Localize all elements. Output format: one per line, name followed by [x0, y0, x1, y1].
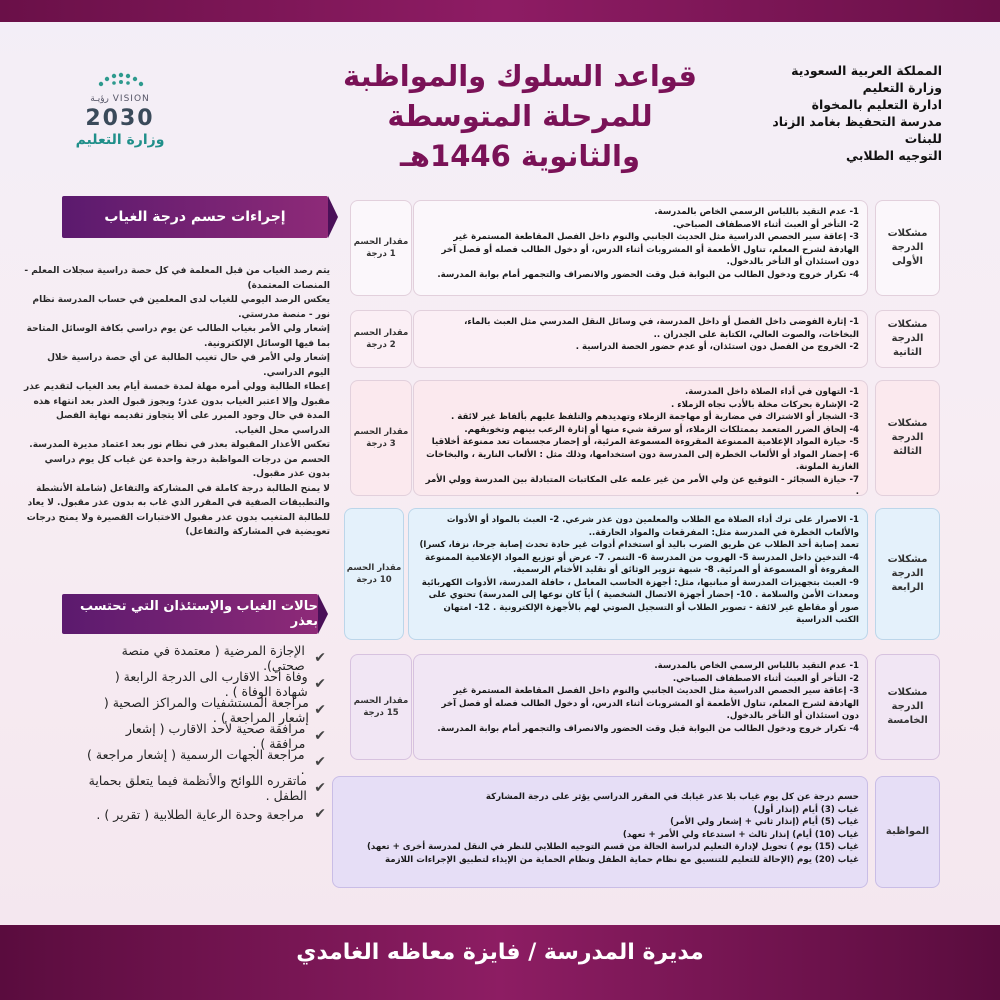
org-line: مدرسة التحفيظ بغامد الزناد للبنات — [772, 114, 942, 146]
procedure-paragraph: إعطاء الطالبة وولي أمره مهلة لمدة خمسة أيام بعد الغياب لتقديم عذر مقبول وإلا اعتبر الغياب بدون عذر؛ ويجوز قبول العذر بعد انتهاء هذه المدة في حال وجود المبرر على ألا يتجاوز تقديمه نهاية الفصل الدراسي محل الغياب. — [24, 382, 330, 436]
row-category: مشكلات الدرجة الثانية — [875, 310, 940, 368]
rule-line: 1- الاصرار على ترك أداء الصلاة مع الطلاب والمعلمين دون عذر شرعي. 2- العبث بالمواد أو الأدوات والألعاب الخطرة في المدرسة مثل: المفرقعات والمواد الحارقة.. — [446, 515, 859, 538]
organization-header — [732, 62, 942, 164]
rule-line: 3- الشجار أو الاشتراك في مضاربة أو مهاجمة الزملاء وتهديدهم والتلفظ عليهم بألفاظ غير لائقة . — [451, 412, 859, 422]
rule-line: غياب (3) أيام (إنذار أول) — [753, 804, 859, 815]
row-category: مشكلات الدرجة الأولى — [875, 200, 940, 296]
checkmark-icon: ✔ — [314, 806, 326, 822]
rule-line: غياب (10) أيام) إنذار ثالث + استدعاء ولي الأمر + تعهد) — [622, 829, 859, 840]
row-penalty: مقدار الحسم 2 درجة — [350, 310, 412, 368]
top-band — [0, 0, 1000, 22]
excused-absences-title: حالات الغياب والإستئذان التي تحتسب بعذر — [62, 594, 318, 634]
row-penalty: مقدار الحسم 3 درجة — [350, 380, 412, 496]
title-line: للمرحلة المتوسطة — [387, 99, 653, 133]
row-penalty: مقدار الحسم 10 درجة — [344, 508, 404, 640]
row-description — [413, 310, 868, 368]
rule-line: 3- إعاقة سير الحصص الدراسية مثل الحديث الجانبي والنوم داخل الفصل المقاطعة المستمرة غير الهادفة لشرح المعلم، تناول الأطعمة أو المشروبات أثناء الدرس، أو دخول الطالب فصله أو فصل آخر دون استئذان أو التأخر بالدخول. — [441, 232, 859, 267]
list-item: ✔ مراجعة المستشفيات والمراكز الصحية ( إشعار المراجعة ) . — [103, 695, 326, 725]
rule-line: 4- إلحاق الضرر المتعمد بممتلكات الزملاء، أو سرقة شيء منها أو إثارة الرعب بينهم وتخويفهم. — [464, 424, 859, 435]
palm-dots-icon — [96, 70, 146, 92]
procedure-paragraph: يتم رصد الغياب من قبل المعلمة في كل حصة دراسية سجلات المعلم - المنصات المعتمدة) — [24, 266, 330, 291]
row-description — [413, 200, 868, 296]
rule-line: 1- عدم التقيد باللباس الرسمي الخاص بالمدرسة. — [654, 207, 859, 217]
row-category: مشكلات الدرجة الخامسة — [875, 654, 940, 760]
checkmark-icon: ✔ — [314, 754, 326, 770]
checkmark-icon: ✔ — [314, 650, 326, 666]
title-line: قواعد السلوك والمواظبة — [343, 59, 697, 93]
procedure-paragraph: إشعار ولي الأمر في حال تغيب الطالبة عن أي حصة دراسية خلال اليوم الدراسي. — [47, 353, 330, 378]
rule-line: غياب (15) يوم ) تحويل لإدارة التعليم لدراسة الحالة من قسم التوجيه الطلابي للنظر في النقل لمدرسة أخرى + تعهد) — [366, 842, 859, 852]
rule-line: 2- التأخر أو العبث أثناء الاصطفاف الصباحي. — [672, 673, 859, 684]
rule-line: 2- الخروج من الفصل دون استئذان، أو عدم حضور الحصة الدراسية . — [575, 342, 859, 352]
org-line: وزارة التعليم — [862, 80, 942, 95]
list-item: ✔ مرافقة صحية لأحد الاقارب ( إشعار مرافقة ) . — [125, 721, 326, 751]
checkmark-icon: ✔ — [314, 676, 326, 692]
vision-2030-logo — [60, 62, 180, 152]
list-item: ✔ وفاة احد الاقارب الى الدرجة الرابعة ( شهادة الوفاة ) . — [114, 669, 326, 699]
absence-procedures-text — [24, 264, 330, 540]
row-penalty: مقدار الحسم 1 درجة — [350, 200, 412, 296]
rule-line: 1- عدم التقيد باللباس الرسمي الخاص بالمدرسة. — [654, 661, 859, 671]
row-category: مشكلات الدرجة الثالثة — [875, 380, 940, 496]
list-item: ✔ مراجعة الجهات الرسمية ( إشعار مراجعة ) . — [87, 747, 326, 777]
row-category: المواظبة — [875, 776, 940, 888]
rule-line: 6- إحضار المواد أو الألعاب الخطرة إلى المدرسة دون استخدامها، وذلك مثل : الألعاب النارية ، والبخاخات الغازية الملونة. — [426, 449, 859, 472]
procedure-paragraph: يعكس الرصد اليومي للغياب لدى المعلمين في حساب المدرسة نظام نور - منصة مدرستي. — [32, 295, 330, 320]
checkmark-icon: ✔ — [314, 728, 326, 744]
row-penalty: مقدار الحسم 15 درجة — [350, 654, 412, 760]
list-item: ✔ مراجعة وحدة الرعاية الطلابية ( تقرير ) . — [96, 806, 326, 822]
rule-line: 1- إثارة الفوضى داخل الفصل أو داخل المدرسة، في وسائل النقل المدرسي مثل العبث بالماء، البخاخات، والصوت العالي، الكتابة على الجدران .. — [464, 317, 859, 340]
row-description — [413, 380, 868, 496]
vision-year: 2030 — [85, 106, 155, 131]
title-line: والثانوية 1446هـ — [400, 139, 640, 173]
row-description — [408, 508, 868, 640]
checkmark-icon: ✔ — [314, 702, 326, 718]
list-item: ✔ ماتقرره اللوائح والأنظمة فيما يتعلق بحماية الطفل . — [88, 773, 326, 803]
checkmark-icon: ✔ — [314, 780, 326, 796]
rule-line: غياب (5) أيام (إنذار ثاني + إشعار ولي الأمر) — [670, 817, 859, 827]
org-line: المملكة العربية السعودية — [791, 63, 942, 78]
rule-line: 4- تكرار خروج ودخول الطالب من البوابة قبل وقت الحضور والانصراف والتجمهر أمام بوابة المدرسة. — [437, 269, 859, 280]
page-title — [315, 56, 725, 176]
row-category: مشكلات الدرجة الرابعة — [875, 508, 940, 640]
list-item: ✔ الإجازة المرضية ( معتمدة في منصة صحتي). — [121, 643, 326, 673]
ministry-name: وزارة التعليم — [75, 132, 165, 148]
row-description — [413, 654, 868, 760]
org-line: ادارة التعليم بالمخواة — [811, 97, 942, 112]
rule-line: 7- حيازة السجائر - التوقيع عن ولي الأمر من غير علمه على المكاتبات المتبادلة بين المدرسة وولي الأمر . — [425, 474, 859, 497]
rule-line: 1- التهاون في أداء الصلاة داخل المدرسة. — [684, 387, 859, 397]
rule-line: 4- تكرار خروج ودخول الطالب من البوابة قبل وقت الحضور والانصراف والتجمهر أمام بوابة المدرسة. — [437, 723, 859, 734]
rule-line: 2- التأخر أو العبث أثناء الاصطفاف الصباحي. — [672, 219, 859, 230]
absence-procedures-title: إجراءات حسم درجة الغياب — [62, 196, 328, 238]
procedure-paragraph: إشعار ولي الأمر بغياب الطالب عن يوم دراسي بكافة الوسائل المتاحة بما فيها الوسائل الإلكترونية. — [26, 324, 330, 349]
rule-line: حسم درجة عن كل يوم غياب بلا عذر غيابك في المقرر الدراسي يؤثر على درجة المشاركة — [485, 792, 859, 802]
rule-line: 5- حيازة المواد الإعلامية الممنوعة المقروءة المسموعة المرئية، أو إحضار مجسمات تعد ممنوعة أخلاقيا — [431, 437, 859, 447]
rule-line: غياب (20) يوم (الإحالة للتعليم للتنسيق مع نظام حماية الطفل ونظام الحماية من الإيذاء لتطبيق الإجراءات اللازمة — [385, 854, 859, 865]
rule-line: 3- إعاقة سير الحصص الدراسية مثل الحديث الجانبي والنوم داخل الفصل المقاطعة المستمرة غير الهادفة لشرح المعلم، تناول الأطعمة أو المشروبات أثناء الدرس، أو دخول الطالب فصله أو فصل آخر دون استئذان أو التأخر بالدخول. — [441, 686, 859, 721]
procedure-paragraph: لا يمنح الطالبة درجة كاملة في المشاركة والتفاعل (شاملة الأنشطة والتطبيقات الصفية في المقرر الذي غاب به بدون عذر مقبول. لا يعاد للطالبة المتغيب بدون عذر مقبول الاختبارات القصيرة ولا يمنح درجات تعويضية في المشاركة والتفاعل) — [26, 483, 330, 537]
row-description — [332, 776, 868, 888]
excused-absences-list — [86, 645, 326, 827]
procedure-paragraph: تعكس الأعذار المقبولة بعذر في نظام نور بعد اعتماد مديرة المدرسة. الحسم من درجات المواظبة درجة واحدة عن غياب كل يوم دراسي بدون عذر مقبول. — [29, 440, 330, 479]
org-line: التوجيه الطلابي — [846, 148, 942, 163]
vision-text: VISION رؤيـة — [90, 94, 150, 104]
rule-line: 2- الإشارة بحركات مخلة بالأدب تجاه الزملاء . — [670, 399, 859, 410]
rule-line: 9- العبث بتجهيزات المدرسة أو مبانيها، مثل: أجهزة الحاسب المعامل ، حافلة المدرسة، الأدوات الكهربائية ومعدات الأمن والسلامة . 10- إحضار أجهزة الاتصال الشخصية ) أياً كان نوعها إلى المدرسة) تحتوي على صور أو مقاطع غير لائقة - تصوير الطلاب أو التسجيل الصوتي لهم بالأجهزة الإلكترونية . 12- امتهان الكتب الدراسية — [421, 577, 859, 625]
rule-line: تعمد إصابة أحد الطلاب عن طريق الضرب باليد أو استخدام أدوات غير حادة تحدث إصابة جرحا، نزفا، كسرا) 4- التدخين داخل المدرسة 5- الهروب من المدرسة 6- التنمر. 7- عرض أو توزيع المواد الإعلامية الممنوعة المقروءة أو المسموعة أو المرئية. 8- شبهة تزوير الوثائق أو تقليد الأختام الرسمية. — [419, 540, 859, 575]
principal-signature: مديرة المدرسة / فايزة معاظه الغامدي — [296, 940, 704, 965]
